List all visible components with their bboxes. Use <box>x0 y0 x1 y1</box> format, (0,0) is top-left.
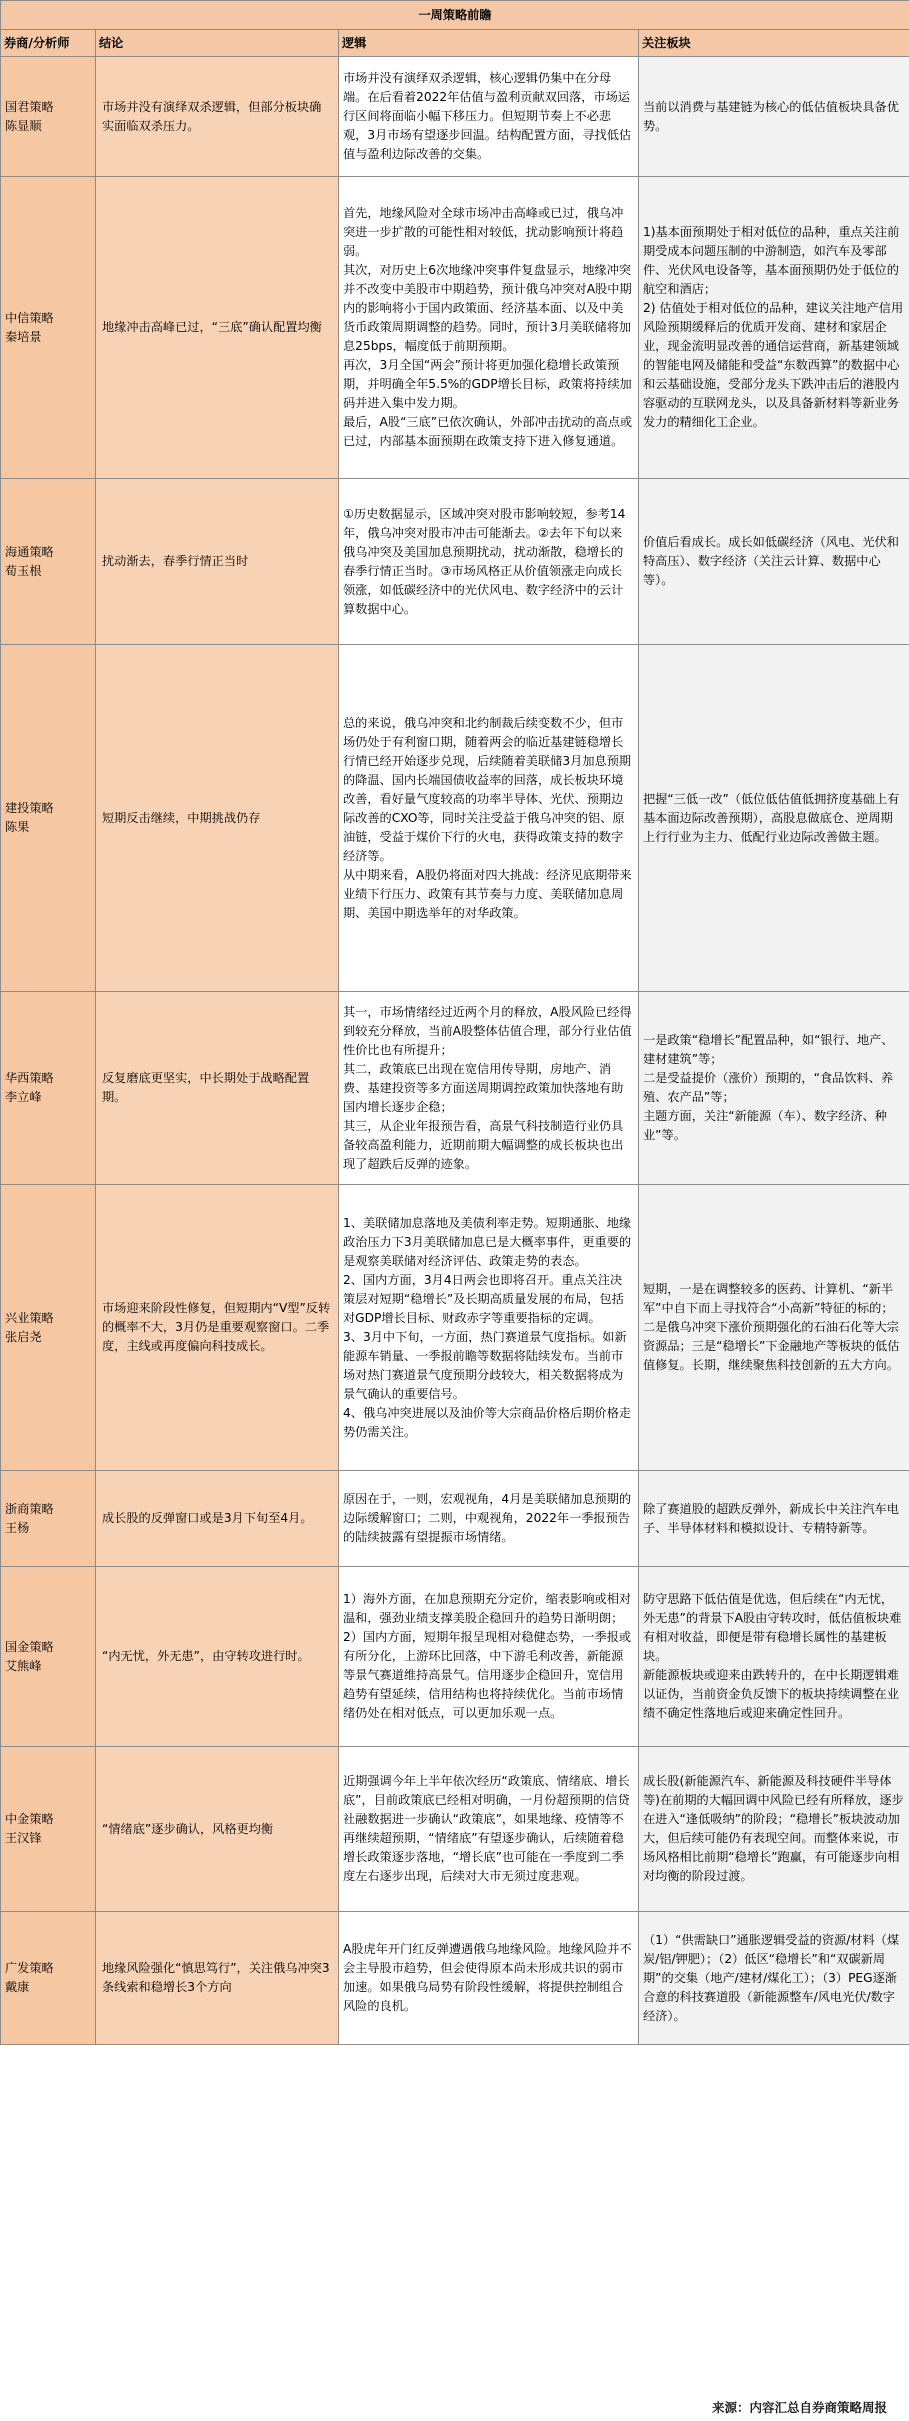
table-row <box>1 992 909 1185</box>
sectors-cell <box>639 992 909 1185</box>
sectors-cell <box>639 177 909 479</box>
conclusion-cell <box>96 177 339 479</box>
sectors-cell <box>639 1471 909 1567</box>
conclusion-cell <box>96 57 339 177</box>
logic-cell-text: 首先，地缘风险对全球市场冲击高峰或已过，俄乌冲突进一步扩散的可能性相对较低，扰动影响预计将趋弱。 其次，对历史上6次地缘冲突事件复盘显示，地缘冲突并不改变中美股市中期趋势，预计俄乌冲突对A股中期内的影响将小于国内政策面、经济基本面、以及中美货币政策周期调整的趋势。同时，预计3月美联储将加息25bps，幅度低于前期预期。 再次，3月全国“两会”预计将更加强化稳增长政策预期，并明确全年5.5%的GDP增长目标，政策将持续加码并进入集中发力期。 最后，A股“三底”已依次确认，外部冲击扰动的高点或已过，内部基本面预期在政策支持下进入修复通道。 <box>343 206 633 448</box>
sectors-cell-text: 当前以消费与基建链为核心的低估值板块具备优势。 <box>643 99 899 133</box>
sectors-cell-text: （1）“供需缺口”通胀逻辑受益的资源/材料（煤炭/铝/钾肥）；（2）低区“稳增长”和“双碳新周期”的交集（地产/建材/煤化工）；（3）PEG逐渐合意的科技赛道股（新能源整车/风电光伏/数字经济）。 <box>643 1932 900 2023</box>
table-row <box>1 1567 909 1747</box>
conclusion-cell <box>96 1471 339 1567</box>
table-row <box>1 1185 909 1471</box>
broker-cell <box>1 177 96 479</box>
sectors-cell <box>639 645 909 992</box>
broker-cell <box>1 1912 96 2045</box>
source-footer <box>0 2391 909 2421</box>
logic-cell <box>339 177 639 479</box>
conclusion-cell <box>96 1185 339 1471</box>
logic-cell-text: A股虎年开门红反弹遭遇俄乌地缘风险。地缘风险并不会主导股市趋势，但会使得原本尚未形成共识的弱市加速。如果俄乌局势有阶段性缓解，将提供控制组合风险的良机。 <box>343 1942 632 2013</box>
broker-cell-text: 浙商策略 王杨 <box>5 1501 54 1535</box>
header-broker: 券商/分析师 <box>1 30 96 57</box>
conclusion-cell-text: 地缘风险强化“慎思笃行”，关注俄乌冲突3条线索和稳增长3个方向 <box>102 1961 330 1994</box>
sectors-cell <box>639 1185 909 1471</box>
sectors-cell <box>639 57 909 177</box>
logic-cell-text: 1、美联储加息落地及美债利率走势。短期通胀、地缘政治压力下3月美联储加息已是大概率事件，更重要的是观察美联储对经济评估、政策走势的表态。 2、国内方面，3月4日两会也即将召开。重点关注决策层对短期“稳增长”及长期高质量发展的布局，包括对GDP增长目标、财政赤字等重要指标的定调。 3、3月中下旬，一方面，热门赛道景气度指标。如新能源车销量、一季报前瞻等数据将陆续发布。当前市场对热门赛道景气度预期分歧较大，相关数据将成为景气确认的重要信号。 4、俄乌冲突进展以及油价等大宗商品价格后期价格走势仍需关注。 <box>343 1215 632 1439</box>
logic-cell-text: 其一，市场情绪经过近两个月的释放，A股风险已经得到较充分释放，当前A股整体估值合理，部分行业估值性价比也有所提升； 其二，政策底已出现在宽信用传导期，房地产、消费、基建投资等多方面送周期调控政策加快落地有助国内增长逐步企稳； 其三，从企业年报预告看，高景气科技制造行业仍具备较高盈利能力，近期前期大幅调整的成长板块也出现了超跌后反弹的迹象。 <box>343 1004 632 1171</box>
broker-cell <box>1 645 96 992</box>
logic-cell-text: 总的来说，俄乌冲突和北约制裁后续变数不少，但市场仍处于有利窗口期，随着两会的临近基建链稳增长行情已经开始逐步兑现，后续随着美联储3月加息预期的降温、国内长端国债收益率的回落，成长板块环境改善，看好量气度较高的功率半导体、光伏、预期边际改善的CXO等，同时关注受益于俄乌冲突的铝、原油链，受益于煤价下行的火电，获得政策支持的数字经济等。 从中期来看，A股仍将面对四大挑战：经济见底期带来业绩下行压力、政策有其节奏与力度、美联储加息周期、美国中期选举年的对华政策。 <box>343 715 632 920</box>
conclusion-cell-text: 扰动渐去，春季行情正当时 <box>102 554 249 568</box>
logic-cell-text: 原因在于，一则，宏观视角，4月是美联储加息预期的边际缓解窗口；二则，中观视角，2022年一季报预告的陆续披露有望提振市场情绪。 <box>343 1492 632 1544</box>
conclusion-cell <box>96 1747 339 1912</box>
logic-cell <box>339 1185 639 1471</box>
broker-cell <box>1 57 96 177</box>
logic-cell <box>339 645 639 992</box>
conclusion-cell-text: 成长股的反弹窗口或是3月下旬至4月。 <box>102 1511 313 1525</box>
logic-cell <box>339 57 639 177</box>
sectors-cell-text: 1)基本面预期处于相对低位的品种，重点关注前期受成本问题压制的中游制造，如汽车及零部件、光伏风电设备等，基本面预期仍处于低位的航空和酒店； 2) 估值处于相对低位的品种，建议关注地产信用风险预期缓释后的优质开发商、建材和家居企业，现金流明显改善的通信运营商，新基建领域的智能电网及储能和受益“东数西算”的数据中心和云基础设施，受部分龙头下跌冲击后的港股内容驱动的互联网龙头，以及具备新材料等新业务发力的精细化工企业。 <box>643 225 904 429</box>
broker-cell <box>1 1747 96 1912</box>
broker-cell-text: 华西策略 李立峰 <box>5 1071 54 1104</box>
conclusion-cell <box>96 1567 339 1747</box>
logic-cell <box>339 992 639 1185</box>
conclusion-cell-text: “情绪底”逐步确认，风格更均衡 <box>102 1821 274 1836</box>
conclusion-cell-text: 短期反击继续，中期挑战仍存 <box>102 810 261 825</box>
header-logic: 逻辑 <box>339 30 639 57</box>
header-sectors: 关注板块 <box>639 30 909 57</box>
sectors-cell <box>639 479 909 645</box>
conclusion-cell-text: 市场迎来阶段性修复，但短期内“V型”反转的概率不大，3月仍是重要观察窗口。二季度，主线或再度偏向科技成长。 <box>102 1301 331 1353</box>
broker-cell-text: 中信策略 秦培景 <box>5 310 54 344</box>
conclusion-cell-text: 市场并没有演绎双杀逻辑，但部分板块确实面临双杀压力。 <box>102 99 322 133</box>
logic-cell-text: 近期强调今年上半年依次经历“政策底、情绪底、增长底”，目前政策底已经相对明确，一月份超预期的信贷社融数据进一步确认“政策底”，如果地缘、疫情等不再继续超预期，“情绪底”有望逐步确认，后续随着稳增长政策逐步落地，“增长底”也可能在一季度到二季度左右逐步出现，后续对大市无须过度悲观。 <box>343 1774 630 1883</box>
broker-cell-text: 兴业策略 张启尧 <box>5 1310 54 1344</box>
sectors-cell-text: 把握“三低一改”（低位低估值低拥挤度基础上有基本面边际改善预期），高股息做底仓、逆周期上行行业为主力、低配行业边际改善做主题。 <box>643 791 900 844</box>
broker-cell-text: 海通策略 荀玉根 <box>5 544 54 578</box>
conclusion-cell <box>96 645 339 992</box>
conclusion-cell <box>96 479 339 645</box>
logic-cell-text: 1）海外方面，在加息预期充分定价，缩表影响或相对温和，强劲业绩支撑美股企稳回升的趋势日渐明朗；2）国内方面，短期年报呈现相对稳健态势，一季报或有所分化，上游环比回落，中下游毛利改善，新能源等景气赛道维持高景气。信用逐步企稳回升，宽信用趋势有望延续，信用结构也将持续优化。当前市场情绪仍处在相对低点，可以更加乐观一点。 <box>343 1592 632 1720</box>
logic-cell <box>339 1567 639 1747</box>
table-row <box>1 1912 909 2045</box>
broker-cell <box>1 1185 96 1471</box>
broker-cell <box>1 479 96 645</box>
header-row <box>1 30 909 57</box>
header-conclusion: 结论 <box>96 30 339 57</box>
logic-cell <box>339 1912 639 2045</box>
conclusion-cell-text: 反复磨底更坚实，中长期处于战略配置期。 <box>102 1071 310 1104</box>
sectors-cell-text: 防守思路下低估值是优选，但后续在“内无忧，外无患”的背景下A股由守转攻时，低估值板块难有相对收益，即便是带有稳增长属性的基建板块。 新能源板块或迎来由跌转升的，在中长期逻辑难以证伪，当前资金负反馈下的板块持续调整在业绩不确定性落地后或迎来确定性回升。 <box>643 1592 902 1720</box>
table-row <box>1 57 909 177</box>
sectors-cell <box>639 1747 909 1912</box>
broker-cell-text: 国君策略 陈显顺 <box>5 99 54 133</box>
broker-cell-text: 中金策略 王汉锋 <box>5 1812 54 1845</box>
broker-cell-text: 广发策略 戴康 <box>5 1961 54 1994</box>
broker-cell <box>1 1471 96 1567</box>
sectors-cell-text: 价值后看成长。成长如低碳经济（风电、光伏和特高压）、数字经济（关注云计算、数据中心等）。 <box>643 535 899 587</box>
sectors-cell <box>639 1912 909 2045</box>
broker-cell <box>1 992 96 1185</box>
conclusion-cell-text: “内无忧，外无患”，由守转攻进行时。 <box>102 1649 310 1663</box>
table-row <box>1 177 909 479</box>
table-row <box>1 1747 909 1912</box>
table-title: 一周策略前瞻 <box>1 1 909 30</box>
logic-cell-text: ①历史数据显示，区域冲突对股市影响较短，参考14年，俄乌冲突对股市冲击可能渐去。②去年下旬以来俄乌冲突及美国加息预期扰动，扰动渐散，稳增长的春季行情正当时。③市场风格正从价值领涨走向成长领涨，如低碳经济中的光伏风电、数字经济中的云计算数据中心。 <box>343 506 626 616</box>
table-row <box>1 479 909 645</box>
sectors-cell <box>639 1567 909 1747</box>
logic-cell <box>339 479 639 645</box>
sectors-cell-text: 短期，一是在调整较多的医药、计算机、“新半军”中自下而上寻找符合“小高新”特征的标的；二是俄乌冲突下涨价预期强化的石油石化等大宗资源品；三是“稳增长”下金融地产等板块的低估值修复。长期，继续聚焦科技创新的五大方向。 <box>643 1282 900 1372</box>
sectors-cell-text: 一是政策“稳增长”配置品种，如“银行、地产、建材建筑”等； 二是受益提价（涨价）预期的，“食品饮料、养殖、农产品”等； 主题方面，关注“新能源（车）、数字经济、种业”等。 <box>643 1033 894 1142</box>
conclusion-cell-text: 地缘冲击高峰已过，“三底”确认配置均衡 <box>102 320 322 334</box>
conclusion-cell <box>96 992 339 1185</box>
table-row <box>1 645 909 992</box>
sectors-cell-text: 除了赛道股的超跌反弹外，新成长中关注汽车电子、半导体材料和模拟设计、专精特新等。 <box>643 1501 899 1535</box>
source-note: 来源：内容汇总自券商策略周报 <box>711 2400 887 2415</box>
broker-cell <box>1 1567 96 1747</box>
sectors-cell-text: 成长股(新能源汽车、新能源及科技硬件半导体等)在前期的大幅回调中风险已经有所释放，逐步在进入“逢低吸纳”的阶段；“稳增长”板块波动加大，但后续可能仍有表现空间。而整体来说，市场风格相比前期“稳增长”跑赢，有可能逐步向相对均衡的阶段过渡。 <box>643 1774 904 1883</box>
logic-cell <box>339 1747 639 1912</box>
broker-cell-text: 国金策略 艾熊峰 <box>5 1639 54 1673</box>
broker-cell-text: 建投策略 陈果 <box>5 801 54 834</box>
logic-cell <box>339 1471 639 1567</box>
table-row <box>1 1471 909 1567</box>
conclusion-cell <box>96 1912 339 2045</box>
logic-cell-text: 市场并没有演绎双杀逻辑，核心逻辑仍集中在分母端。在后看着2022年估值与盈利贡献双回落，市场运行区间将面临小幅下移压力。但短期节奏上不必悲观，3月市场有望逐步回温。结构配置方面，寻找低估值与盈利边际改善的交集。 <box>343 71 632 161</box>
title-row <box>1 1 909 30</box>
